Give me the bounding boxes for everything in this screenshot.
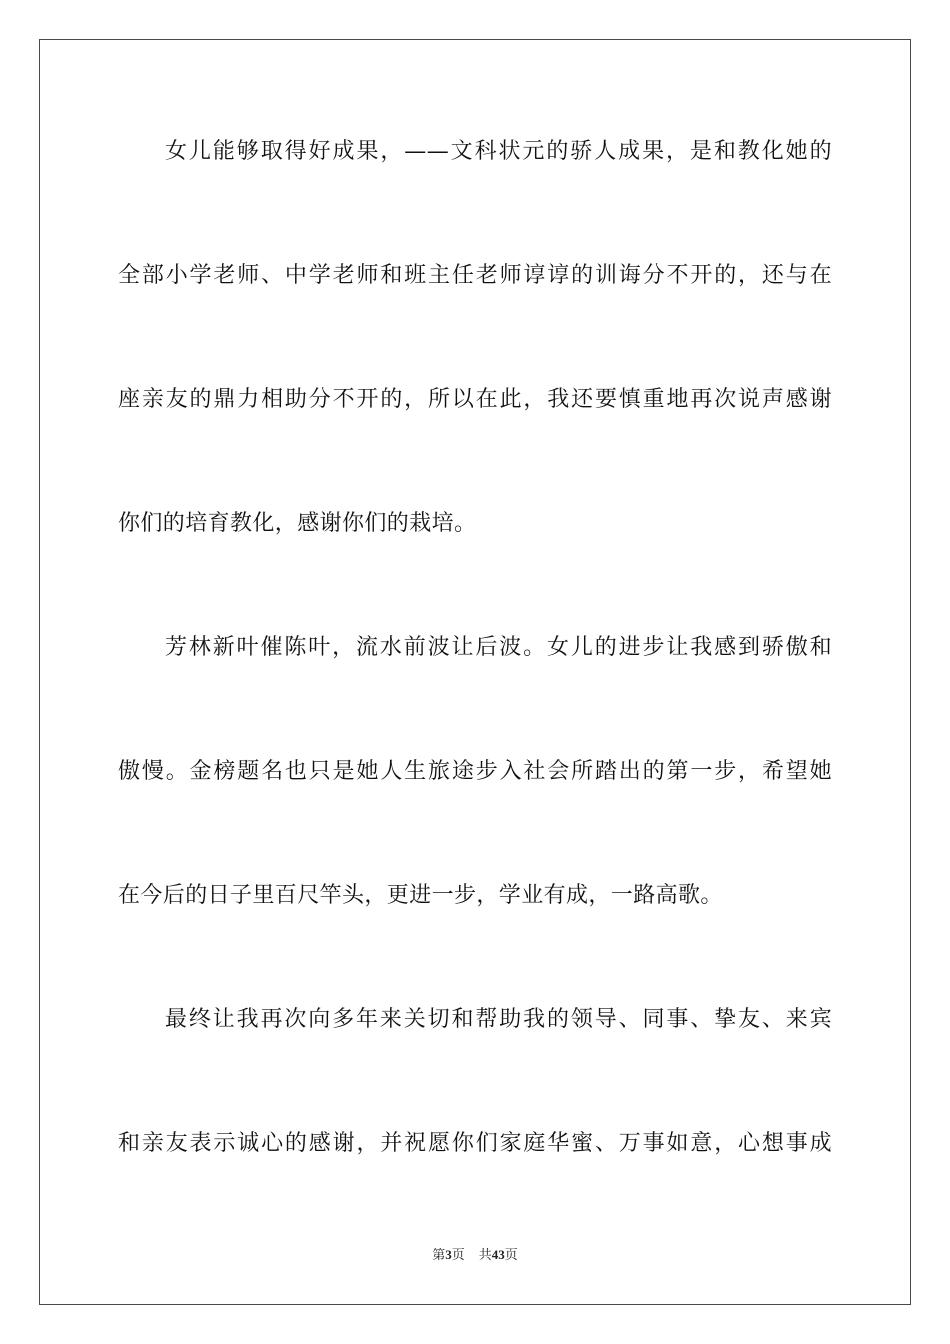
paragraph-1-line-1: 女儿能够取得好成果，——文科状元的骄人成果，是和教化她的 (165, 139, 832, 164)
total-pages: 43 (491, 1247, 505, 1262)
paragraph-2-line-2: 傲慢。金榜题名也只是她人生旅途步入社会所踏出的第一步，希望她 (118, 759, 832, 784)
paragraph-3-line-2: 和亲友表示诚心的感谢，并祝愿你们家庭华蜜、万事如意，心想事成 (118, 1131, 832, 1156)
total-suffix: 页 (504, 1247, 518, 1262)
paragraph-2-line-3: 在今后的日子里百尺竿头，更进一步，学业有成，一路高歌。 (118, 883, 723, 908)
paragraph-1-line-2: 全部小学老师、中学老师和班主任老师谆谆的训诲分不开的，还与在 (118, 263, 832, 288)
total-prefix: 共 (478, 1247, 492, 1262)
page-prefix: 第 (432, 1247, 446, 1262)
paragraph-2-line-1: 芳林新叶催陈叶，流水前波让后波。女儿的进步让我感到骄傲和 (165, 635, 832, 660)
paragraph-1-line-3: 座亲友的鼎力相助分不开的，所以在此，我还要慎重地再次说声感谢 (118, 387, 832, 412)
paragraph-1-line-4: 你们的培育教化，感谢你们的栽培。 (118, 511, 477, 536)
paragraph-3-line-1: 最终让我再次向多年来关切和帮助我的领导、同事、挚友、来宾 (165, 1007, 832, 1032)
page-border (39, 39, 911, 1305)
page-suffix: 页 (451, 1247, 465, 1262)
page-footer (0, 1246, 950, 1264)
page-number: 3 (445, 1247, 452, 1262)
